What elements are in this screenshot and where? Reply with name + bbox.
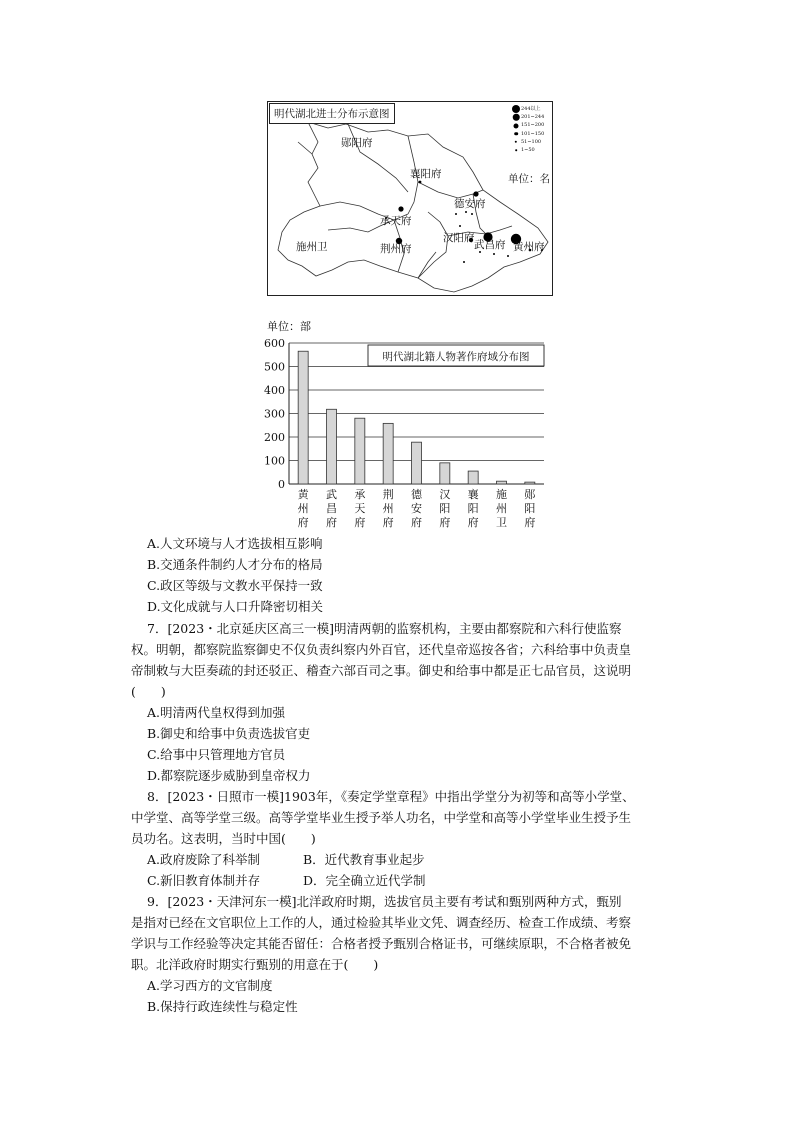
x-tick-label: 襄 — [467, 488, 479, 501]
bar — [440, 463, 450, 484]
q6-option-d: D.文化成就与人口升降密切相关 — [147, 599, 324, 614]
map-legend — [512, 105, 544, 154]
map-label-huangzhou: 黄州府 — [513, 241, 545, 253]
legend-item: 101~150 — [521, 130, 545, 137]
map-label-chengtian: 承天府 — [380, 215, 412, 227]
legend-item: 1~50 — [521, 147, 535, 154]
bar — [327, 409, 337, 484]
x-tick-label: 汉 — [439, 488, 451, 501]
map-title: 明代湖北进士分布示意图 — [269, 103, 395, 124]
jinshi-distribution-map — [267, 101, 553, 296]
q7-option-a: A.明清两代皇权得到加强 — [147, 705, 286, 720]
x-tick-label: 府 — [439, 516, 451, 529]
q8-stem-line: 8．[2023・日照市一模]1903年，《奏定学堂章程》中指出学堂分为初等和高等小学堂、 — [147, 789, 635, 804]
y-tick-label: 0 — [278, 478, 285, 491]
chart-unit-label: 单位：部 — [267, 320, 311, 333]
jinshi-dot-dean-3 — [471, 213, 473, 215]
x-tick-label: 阳 — [439, 502, 451, 515]
jinshi-dot-small — [463, 261, 465, 263]
bar — [298, 351, 308, 484]
x-tick-label: 施 — [496, 488, 507, 501]
legend-item: 51~100 — [521, 138, 542, 145]
x-tick-label: 州 — [382, 502, 394, 515]
prefecture-border — [418, 252, 436, 278]
q8-stem-line: 中学堂、高等学堂三级。高等学堂毕业生授予举人功名，中学堂和高等小学堂毕业生授予生 — [131, 810, 632, 825]
legend-item: 201~244 — [521, 114, 545, 121]
y-tick-label: 300 — [264, 407, 285, 421]
q8-stem-line: 员功名。这表明，当时中国( ) — [131, 831, 316, 846]
q8-option-c: C.新旧教育体制并存 — [147, 873, 261, 888]
q8-option-b: B．近代教育事业起步 — [303, 852, 425, 867]
bar — [525, 482, 535, 484]
jinshi-dot-xiangyang — [419, 181, 422, 184]
chart-title: 明代湖北籍人物著作府域分布图 — [382, 351, 530, 363]
map-label-shizhou: 施州卫 — [296, 241, 328, 253]
x-tick-label: 阳 — [467, 502, 479, 515]
x-tick-label: 州 — [297, 502, 309, 515]
bar — [355, 418, 365, 484]
x-tick-label: 府 — [326, 516, 337, 529]
x-tick-label: 黄 — [297, 488, 309, 501]
x-tick-label: 府 — [297, 516, 309, 529]
x-tick-label: 州 — [496, 502, 507, 515]
x-tick-label: 府 — [467, 516, 479, 529]
bar — [412, 442, 422, 484]
q7-stem-line: 帝制敕与大臣奏疏的封还驳正、稽查六部百司之事。御史和给事中都是正七品官员，这说明 — [131, 663, 632, 678]
x-tick-label: 昌 — [326, 502, 337, 515]
bar — [383, 423, 393, 484]
map-unit: 单位：名 — [508, 173, 550, 185]
q8-option-a: A.政府废除了科举制 — [147, 852, 261, 867]
q9-option-a: A.学习西方的文官制度 — [147, 978, 273, 993]
bar — [468, 471, 478, 484]
legend-item: 244以上 — [521, 106, 541, 112]
prefecture-border — [418, 212, 448, 278]
x-tick-label: 德 — [411, 488, 422, 501]
q7-option-b: B.御史和给事中负责选拔官吏 — [147, 726, 311, 741]
q6-option-b: B.交通条件制约人才分布的格局 — [147, 557, 323, 572]
jinshi-dot-small — [455, 213, 457, 215]
q9-stem-line: 是指对已经在文官职位上工作的人，通过检验其毕业文凭、调查经历、检查工作成绩、考察 — [131, 915, 632, 930]
x-tick-label: 安 — [411, 502, 422, 515]
q6-option-c: C.政区等级与文教水平保持一致 — [147, 578, 323, 593]
x-tick-label: 府 — [354, 516, 366, 529]
q9-stem-line: 职。北洋政府时期实行甄别的用意在于( ) — [131, 957, 379, 972]
bar — [497, 481, 507, 484]
x-tick-label: 府 — [382, 516, 394, 529]
y-tick-label: 400 — [264, 384, 285, 397]
q7-option-c: C.给事中只管理地方官员 — [147, 747, 286, 762]
jinshi-dot-small — [493, 253, 495, 255]
jinshi-dot-small — [507, 255, 509, 257]
q9-stem-line: 9．[2023・天津河东一模]北洋政府时期，选拔官员主要有考试和甄别两种方式，甄别 — [147, 894, 622, 909]
works-distribution-bar-chart — [258, 333, 558, 533]
x-tick-label: 武 — [326, 488, 337, 501]
map-label-hanyang: 汉阳府 — [443, 232, 475, 244]
q9-option-b: B.保持行政连续性与稳定性 — [147, 999, 298, 1014]
x-tick-label: 府 — [524, 516, 536, 529]
map-label-yunyang: 郧阳府 — [341, 137, 373, 149]
y-tick-label: 600 — [264, 337, 285, 350]
jinshi-dot-chengtian — [398, 206, 403, 211]
map-outline — [268, 102, 552, 295]
x-tick-label: 郧 — [524, 488, 536, 501]
x-tick-label: 卫 — [496, 516, 507, 529]
y-tick-label: 200 — [264, 431, 285, 444]
map-label-wuchang: 武昌府 — [474, 239, 506, 251]
x-tick-label: 府 — [411, 516, 422, 529]
x-tick-label: 天 — [354, 502, 366, 515]
jinshi-dot-hanyang-2 — [459, 225, 461, 227]
y-tick-label: 100 — [264, 454, 285, 468]
prefecture-border — [298, 142, 312, 154]
x-tick-label: 承 — [354, 488, 366, 501]
q9-stem-line: 学识与工作经验等决定其能否留任：合格者授予甄别合格证书，可继续原职，不合格者被免 — [131, 936, 632, 951]
q7-stem-line: 权。明朝，都察院监察御史不仅负责纠察内外百官，还代皇帝巡按各省；六科给事中负责皇 — [131, 642, 632, 657]
q7-answer-blank: ( ) — [131, 684, 166, 699]
map-label-xiangyang: 襄阳府 — [410, 168, 442, 180]
q7-stem-line: 7．[2023・北京延庆区高三一模]明清两朝的监察机构，主要由都察院和六科行使监察 — [147, 621, 622, 636]
y-tick-label: 500 — [264, 360, 285, 374]
q7-option-d: D.都察院逐步威胁到皇帝权力 — [147, 768, 311, 783]
jinshi-dot-dean-2 — [465, 211, 467, 213]
x-tick-label: 荆 — [382, 488, 394, 501]
legend-item: 151~200 — [521, 122, 545, 129]
map-label-dean: 德安府 — [454, 198, 486, 210]
q8-option-d: D．完全确立近代学制 — [303, 873, 426, 888]
x-tick-label: 阳 — [524, 502, 536, 515]
province-border — [278, 122, 548, 292]
map-label-jingzhou: 荆州府 — [380, 243, 412, 255]
q6-option-a: A.人文环境与人才选拔相互影响 — [147, 536, 323, 551]
